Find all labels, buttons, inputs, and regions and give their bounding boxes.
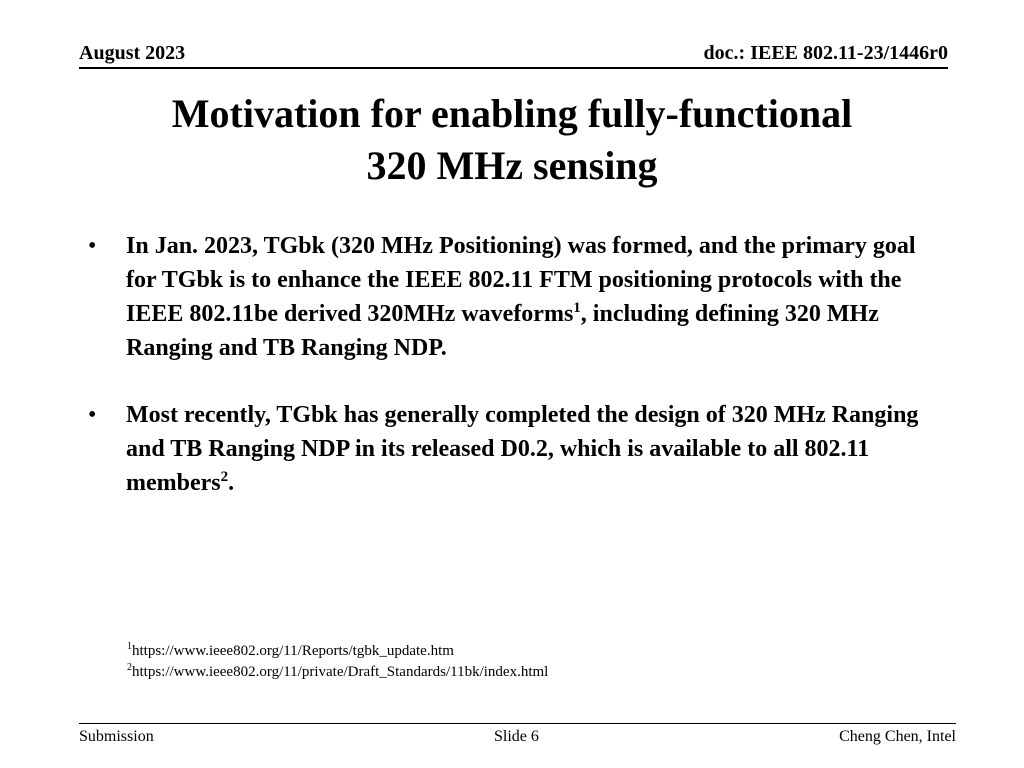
bullet-marker: •: [88, 402, 97, 428]
reference-item: [127, 662, 548, 683]
bullet-marker: •: [88, 233, 97, 259]
slide-title-line-1: Motivation for enabling fully-functional: [171, 91, 853, 136]
footnote-ref: 1: [573, 300, 581, 316]
header-doc-id: doc.: IEEE 802.11-23/1446r0: [703, 42, 948, 64]
header-date: August 2023: [79, 42, 186, 64]
bullet-item: [88, 229, 948, 365]
slide-number: Slide 6: [494, 728, 539, 745]
footer-submission: Submission: [79, 728, 154, 745]
footer-divider: [79, 723, 956, 724]
slide-title-line-2: 320 MHz sensing: [366, 143, 658, 188]
references: [127, 641, 548, 683]
bullet-text-tail: , including defining 320 MHz Ranging and TB Ranging NDP.: [126, 301, 879, 361]
reference-link[interactable]: https://www.ieee802.org/11/Reports/tgbk_update.htm: [132, 643, 454, 659]
reference-number: 1: [127, 641, 132, 652]
bullet-text: Most recently, TGbk has generally completed the design of 320 MHz Ranging and TB Ranging NDP in its released D0.2, which is available to all 802.11 members: [126, 402, 919, 496]
bullet-item: [88, 398, 948, 500]
header-divider: [79, 67, 948, 69]
reference-item: [127, 641, 548, 662]
footnote-ref: 2: [220, 469, 229, 485]
slide-title: [0, 88, 1024, 192]
bullet-text-tail: .: [228, 470, 235, 496]
reference-number: 2: [127, 662, 132, 673]
bullet-list: [88, 229, 948, 500]
bullet-text: In Jan. 2023, TGbk (320 MHz Positioning) was formed, and the primary goal for TGbk is to enhance the IEEE 802.11 FTM positioning protocols with the IEEE 802.11be derived 320MHz waveforms: [126, 233, 916, 327]
footer-author: Cheng Chen, Intel: [839, 728, 956, 745]
reference-link[interactable]: https://www.ieee802.org/11/private/Draft_Standards/11bk/index.html: [132, 664, 549, 680]
